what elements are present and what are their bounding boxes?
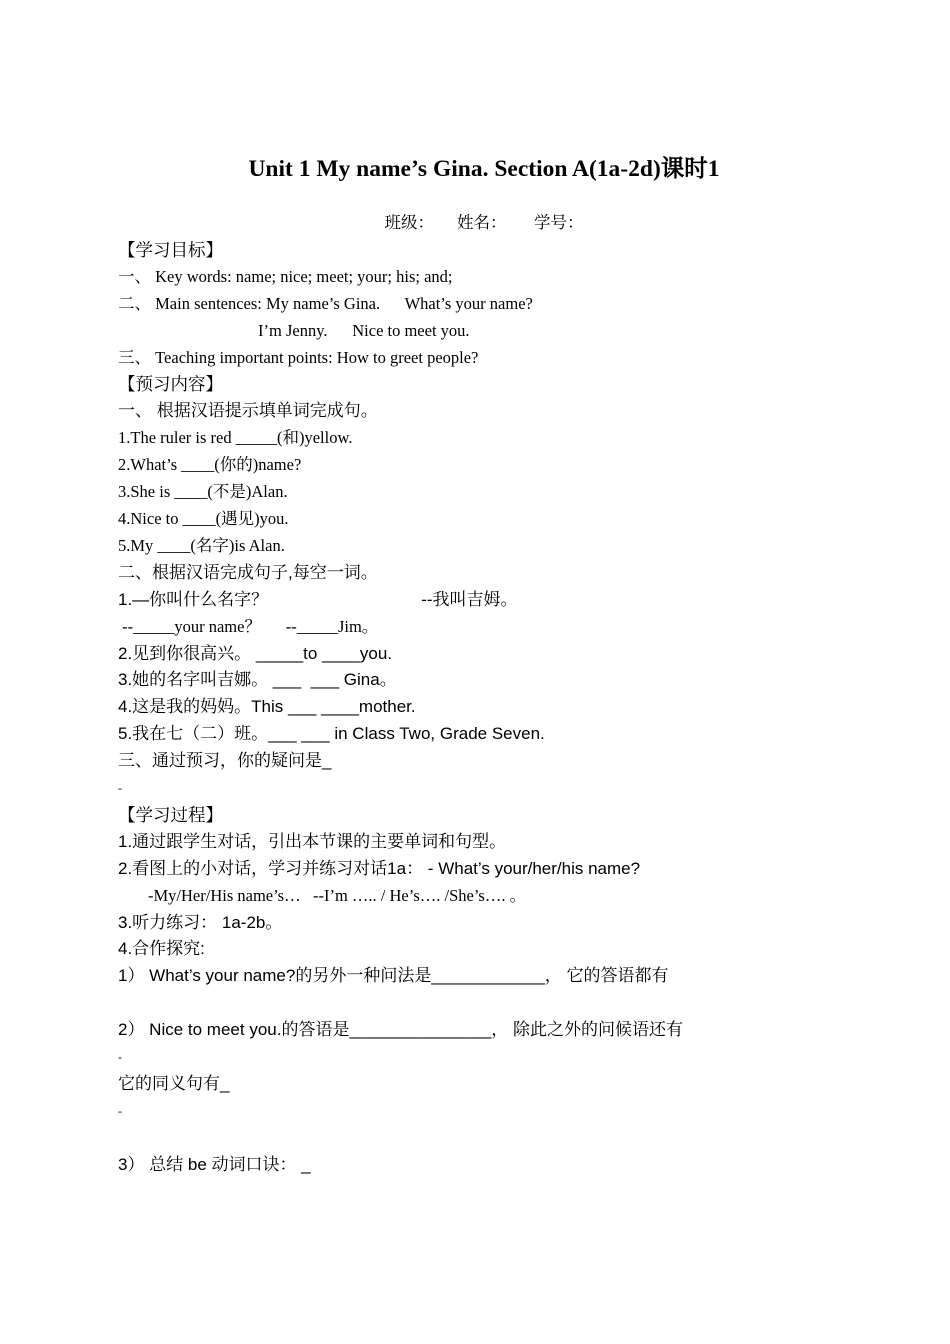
preview-part1-title: 一、 根据汉语提示填单词完成句。	[118, 401, 378, 421]
preview-part3-title: 三、通过预习，你的疑问是_	[118, 751, 332, 771]
doc-title: Unit 1 My name’s Gina. Section A(1a-2d)课时1	[248, 156, 720, 182]
explore-question-1: 1） What’s your name?的另外一种问法是____________， 它的答语都有	[118, 966, 669, 986]
underline-mark: -	[118, 781, 122, 796]
sentence-item-2: 2.见到你很高兴。 _____to ____you.	[118, 643, 393, 663]
process-step-2: 2.看图上的小对话，学习并练习对话1a： - What’s your/her/his name?	[118, 858, 641, 878]
fill-blank-item-3: 3.She is ____(不是)Alan.	[118, 482, 288, 502]
heading-learning-process: 【学习过程】	[118, 804, 223, 825]
underline-mark: -	[118, 1103, 122, 1118]
preview-part2-title: 二、根据汉语完成句子,每空一词。	[118, 562, 378, 582]
heading-preview-content: 【预习内容】	[118, 374, 223, 395]
process-step-1: 1.通过跟学生对话，引出本节课的主要单词和句型。	[118, 831, 507, 851]
objective-teaching-points: 三、 Teaching important points: How to greet people?	[118, 347, 479, 367]
explore-question-2: 2） Nice to meet you.的答语是_______________， 除此之外的问候语还有	[118, 1020, 684, 1040]
underline-mark: -	[118, 1050, 122, 1065]
class-name-id-fields: 班级： 姓名： 学号：	[384, 214, 584, 232]
objective-main-sentences: 二、 Main sentences: My name’s Gina. What’s your name?	[118, 293, 533, 313]
fill-blank-item-5: 5.My ____(名字)is Alan.	[118, 535, 285, 555]
sentence-item-4: 4.这是我的妈妈。This ___ ____mother.	[118, 697, 416, 717]
fill-blank-item-1: 1.The ruler is red _____(和)yellow.	[118, 428, 353, 448]
sentence-item-1-question: 1.—你叫什么名字？ --我叫吉姆。	[118, 589, 518, 609]
sentence-item-3: 3.她的名字叫吉娜。 ___ ___ Gina。	[118, 670, 397, 690]
explore-question-2-cont: 它的同义句有_	[118, 1073, 230, 1093]
process-step-4: 4.合作探究:	[118, 939, 205, 959]
process-step-3: 3.听力练习： 1a-2b。	[118, 912, 283, 932]
objective-main-sentences-cont: I’m Jenny. Nice to meet you.	[258, 320, 470, 340]
sentence-item-1-answer: --_____your name？ --_____Jim。	[118, 616, 379, 636]
fill-blank-item-2: 2.What’s ____(你的)name?	[118, 455, 302, 475]
fill-blank-item-4: 4.Nice to ____(遇见)you.	[118, 508, 289, 528]
sentence-item-5: 5.我在七（二）班。___ ___ in Class Two, Grade Seven.	[118, 724, 545, 744]
heading-learning-objectives: 【学习目标】	[118, 239, 223, 260]
objective-key-words: 一、 Key words: name; nice; meet; your; his; and;	[118, 266, 453, 286]
process-step-2-cont: -My/Her/His name’s… --I’m ….. / He’s…. /She’s…. 。	[148, 885, 527, 905]
blank-line	[118, 990, 850, 1017]
explore-question-3: 3） 总结 be 动词口诀： _	[118, 1154, 311, 1174]
blank-line	[118, 1125, 850, 1152]
